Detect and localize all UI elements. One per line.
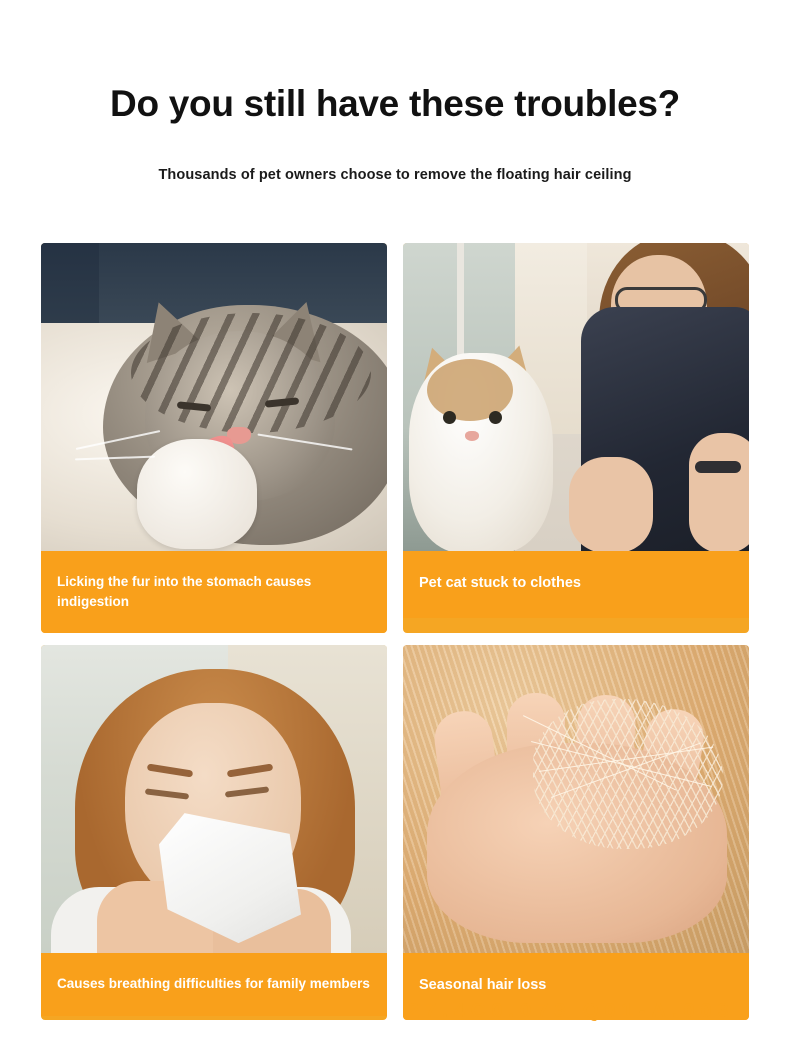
cat-paw	[137, 439, 257, 549]
page-subtitle: Thousands of pet owners choose to remove the floating hair ceiling	[158, 166, 632, 183]
cat-head-patch	[427, 359, 513, 421]
wristband	[695, 461, 741, 473]
card-caption: Licking the fur into the stomach causes indigestion	[41, 551, 387, 633]
card-breathing-difficulties[interactable]	[41, 645, 387, 1020]
card-caption: Pet cat stuck to clothes	[403, 551, 749, 618]
cat-eye-right	[489, 411, 502, 424]
footer-cut-text: 27.4C0.073 Q01-A.003	[408, 1000, 735, 1022]
card-caption: Seasonal hair loss	[403, 953, 749, 1020]
hair-clump	[533, 699, 723, 849]
person-arm-right	[689, 433, 749, 551]
hand-with-hair-image	[403, 645, 749, 953]
card-hair-on-clothes[interactable]	[403, 243, 749, 633]
cat-licking-paw-image	[41, 243, 387, 551]
card-licking-fur[interactable]	[41, 243, 387, 633]
cat-nose	[465, 431, 479, 441]
page-title: Do you still have these troubles?	[110, 83, 680, 124]
trouble-card-grid	[41, 243, 749, 1020]
woman-sneezing-image	[41, 645, 387, 953]
card-seasonal-hair-loss[interactable]	[403, 645, 749, 1020]
card-caption: Causes breathing difficulties for family members	[41, 953, 387, 1016]
cat-eye-left	[443, 411, 456, 424]
person-arm-left	[569, 457, 653, 551]
cat-stripes	[131, 313, 371, 433]
cat-on-clothes-image	[403, 243, 749, 551]
